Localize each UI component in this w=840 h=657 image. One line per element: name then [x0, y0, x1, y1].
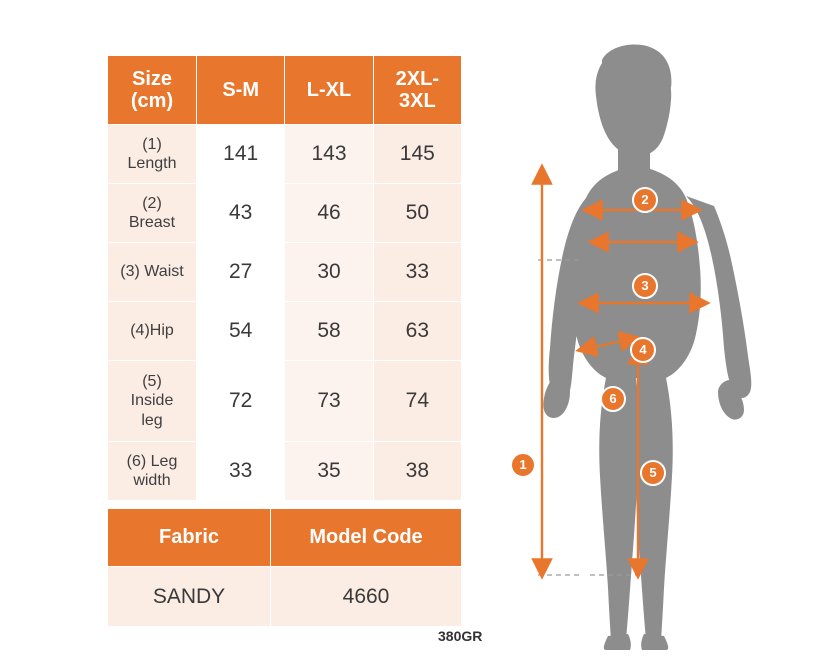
size-table	[107, 55, 462, 501]
cell-leg-width-sm: 33	[197, 442, 285, 501]
column-header-fabric: Fabric	[108, 509, 271, 567]
fabric-table-head	[108, 509, 462, 567]
column-header-lxl: L-XL	[285, 56, 373, 125]
size-table-head	[108, 56, 462, 125]
cell-leg-width-2xl3xl: 38	[373, 442, 461, 501]
fabric-header-row	[108, 509, 462, 567]
size-table-body	[108, 125, 462, 501]
fabric-table-body	[108, 567, 462, 627]
cell-waist-2xl3xl: 33	[373, 243, 461, 302]
column-header-model-code: Model Code	[271, 509, 462, 567]
row-label-breast	[108, 184, 197, 243]
cell-hip-sm: 54	[197, 302, 285, 361]
cell-length-2xl3xl: 145	[373, 125, 461, 184]
table-row	[108, 442, 462, 501]
row-label-waist-line1: (3) Waist	[120, 263, 184, 281]
cell-breast-2xl3xl: 50	[373, 184, 461, 243]
row-label-waist	[108, 243, 197, 302]
cell-waist-sm: 27	[197, 243, 285, 302]
table-row	[108, 567, 462, 627]
marker-badge-5: 5	[640, 460, 666, 486]
column-header-size-line1: Size	[131, 67, 173, 90]
cell-fabric-value: SANDY	[108, 567, 271, 627]
marker-badge-2: 2	[632, 187, 658, 213]
table-row	[108, 184, 462, 243]
table-row	[108, 302, 462, 361]
row-label-inside-leg-line2: Inside	[130, 392, 174, 410]
row-label-leg-width-line1: (6) Leg	[126, 452, 178, 470]
column-header-2xl3xl-line1: 2XL-	[395, 67, 439, 90]
column-header-2xl3xl	[373, 56, 461, 125]
cell-length-sm: 141	[197, 125, 285, 184]
row-label-length-line1: (1)	[142, 135, 162, 153]
row-label-hip	[108, 302, 197, 361]
row-label-hip-line1: (4)Hip	[130, 322, 174, 340]
row-label-length	[108, 125, 197, 184]
column-header-size-line2: (cm)	[130, 90, 174, 112]
row-label-leg-width	[108, 442, 197, 501]
cell-leg-width-lxl: 35	[285, 442, 373, 501]
marker-badge-3: 3	[632, 273, 658, 299]
cell-inside-leg-lxl: 73	[285, 361, 373, 442]
measurement-figure-panel	[490, 30, 830, 650]
cell-inside-leg-2xl3xl: 74	[373, 361, 461, 442]
row-label-leg-width-line2: width	[133, 472, 171, 489]
table-row	[108, 125, 462, 184]
row-label-inside-leg	[108, 361, 197, 442]
table-row	[108, 243, 462, 302]
cell-hip-2xl3xl: 63	[373, 302, 461, 361]
female-figure-diagram	[490, 30, 830, 650]
table-row	[108, 361, 462, 442]
row-label-inside-leg-line1: (5)	[142, 373, 162, 391]
cell-breast-sm: 43	[197, 184, 285, 243]
marker-badge-6: 6	[600, 386, 626, 412]
cell-hip-lxl: 58	[285, 302, 373, 361]
cell-model-code-value: 4660	[271, 567, 462, 627]
marker-badge-4: 4	[630, 337, 656, 363]
cell-waist-lxl: 30	[285, 243, 373, 302]
row-label-inside-leg-line3: leg	[141, 411, 163, 429]
column-header-sm: S-M	[197, 56, 285, 125]
fabric-table	[107, 508, 462, 627]
row-label-breast-line2: Breast	[128, 214, 176, 231]
row-label-length-line2: Length	[127, 155, 177, 172]
column-header-2xl3xl-line2: 3XL	[398, 90, 436, 112]
table-header-row	[108, 56, 462, 125]
cell-length-lxl: 143	[285, 125, 373, 184]
row-label-breast-line1: (2)	[142, 194, 162, 212]
marker-badge-1: 1	[510, 452, 536, 478]
cell-breast-lxl: 46	[285, 184, 373, 243]
cell-inside-leg-sm: 72	[197, 361, 285, 442]
column-header-size	[108, 56, 197, 125]
fabric-weight-note: 380GR	[438, 628, 483, 644]
